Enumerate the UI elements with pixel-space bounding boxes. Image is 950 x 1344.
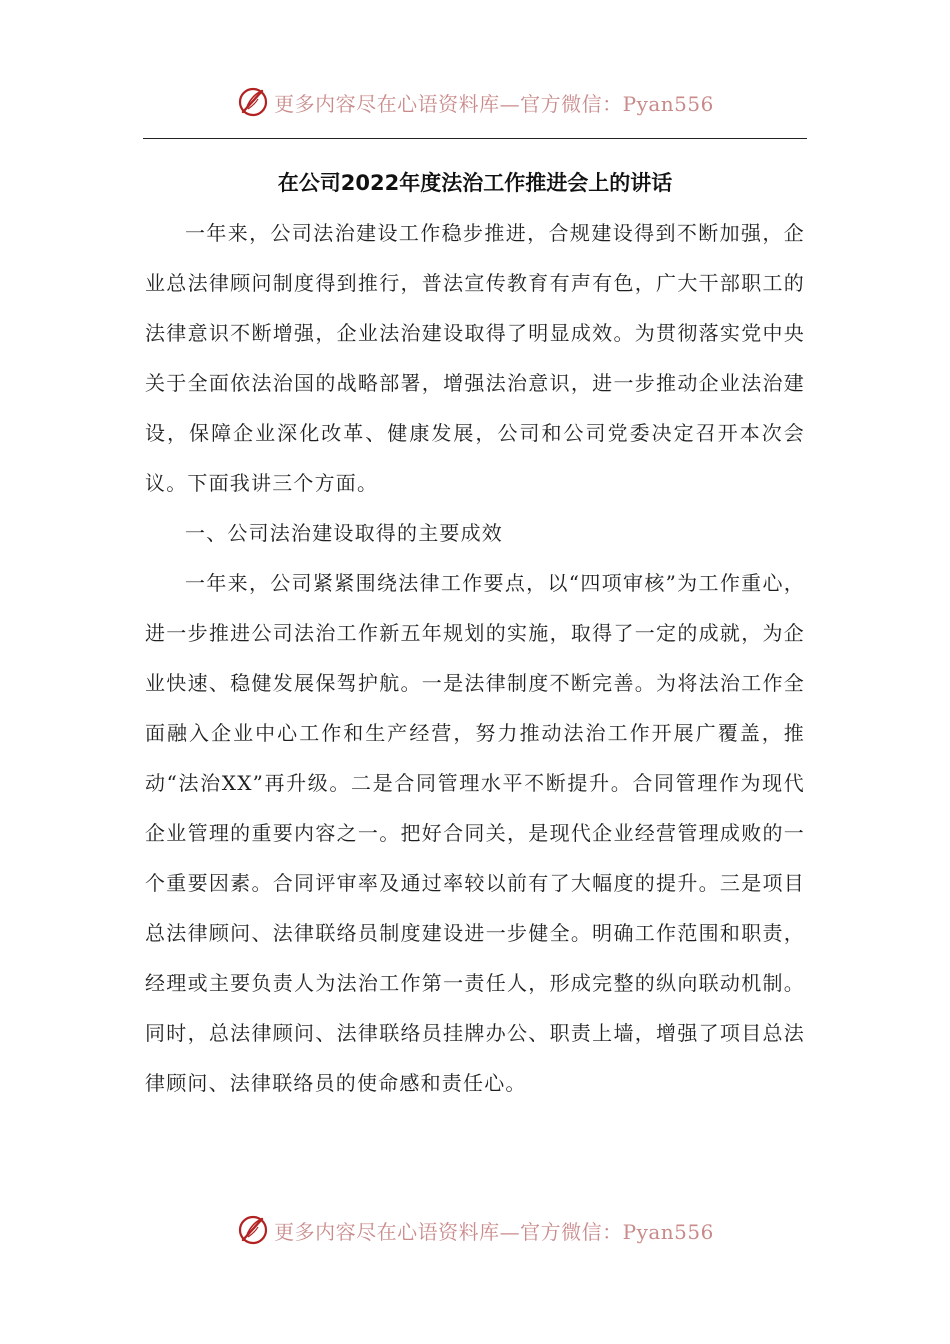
header-banner — [0, 82, 950, 122]
section-heading-1: 一、公司法治建设取得的主要成效 — [185, 521, 503, 545]
paragraph-intro: 一年来，公司法治建设工作稳步推进，合规建设得到不断加强，企业总法律顾问制度得到推行，普法宣传教育有声有色，广大干部职工的法律意识不断增强，企业法治建设取得了明显成效。为贯彻落实党中央关于全面依法治国的战略部署，增强法治意识，进一步推动企业法治建设，保障企业深化改革、健康发展，公司和公司党委决定召开本次会议。下面我讲三个方面。 — [145, 221, 805, 495]
quill-logo-icon — [236, 1213, 270, 1247]
footer-banner-text: 更多内容尽在心语资料库—官方微信：Pyan556 — [274, 1219, 714, 1244]
quill-logo-icon — [236, 85, 270, 119]
document-body — [145, 208, 805, 1108]
paragraph-achievements: 一年来，公司紧紧围绕法律工作要点，以“四项审核”为工作重心，进一步推进公司法治工作新五年规划的实施，取得了一定的成就，为企业快速、稳健发展保驾护航。一是法律制度不断完善。为将法治工作全面融入企业中心工作和生产经营，努力推动法治工作开展广覆盖，推动“法治XX”再升级。二是合同管理水平不断提升。合同管理作为现代企业管理的重要内容之一。把好合同关，是现代企业经营管理成败的一个重要因素。合同评审率及通过率较以前有了大幅度的提升。三是项目总法律顾问、法律联络员制度建设进一步健全。明确工作范围和职责，经理或主要负责人为法治工作第一责任人，形成完整的纵向联动机制。同时，总法律顾问、法律联络员挂牌办公、职责上墙，增强了项目总法律顾问、法律联络员的使命感和责任心。 — [145, 571, 805, 1095]
header-banner-text: 更多内容尽在心语资料库—官方微信：Pyan556 — [274, 91, 714, 116]
footer-banner — [0, 1210, 950, 1250]
header-divider — [143, 138, 807, 139]
document-title: 在公司2022年度法治工作推进会上的讲话 — [277, 171, 673, 195]
